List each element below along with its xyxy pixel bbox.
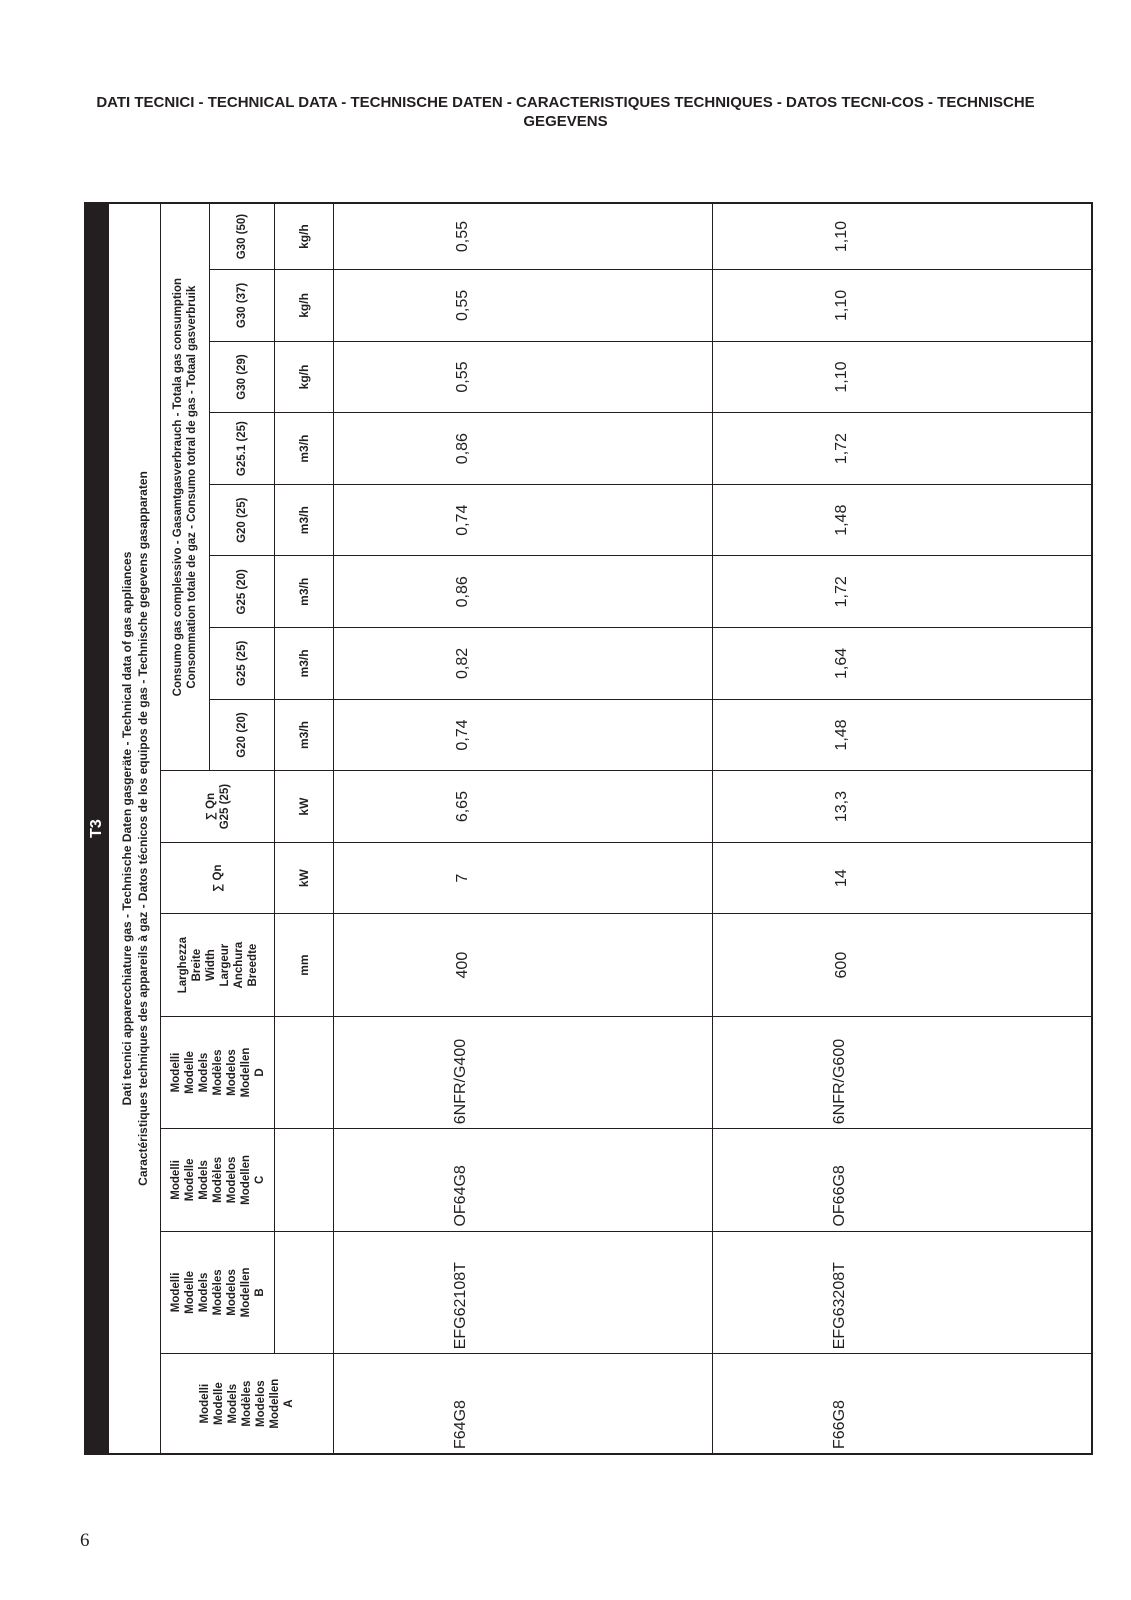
model-a-header: Modelli Modelle Models Modèles Modelos Modellen A bbox=[161, 1354, 334, 1454]
gas-type-header: G25 (25) bbox=[210, 628, 275, 700]
gas-type-header: G25 (20) bbox=[210, 556, 275, 628]
unit-blank bbox=[275, 1231, 334, 1354]
qn-g25-header: ∑ Qn G25 (25) bbox=[161, 771, 275, 843]
qn-g25-cell: 13,3 bbox=[713, 771, 1093, 843]
table-title-line-2: Caractéristiques techniques des appareils à gaz - Datos técnicos de los equipos de gas - Technische gegevens gasapparaten bbox=[135, 471, 150, 1186]
gas-cell: 1,72 bbox=[713, 556, 1093, 628]
gas-type-header: G20 (20) bbox=[210, 699, 275, 771]
table-row bbox=[713, 203, 1093, 1454]
table-title-row bbox=[109, 203, 161, 1454]
gas-cell: 0,74 bbox=[334, 484, 713, 556]
model-c-header: Modelli Modelle Models Modèles Modelos Modellen C bbox=[161, 1129, 275, 1231]
width-cell: 400 bbox=[334, 914, 713, 1016]
page-title: DATI TECNICI - TECHNICAL DATA - TECHNISCHE DATEN - CARACTERISTIQUES TECHNIQUES - DATOS TECNI-COS - TECHNISCHE GEGEVENS bbox=[96, 94, 1035, 130]
gas-cell: 0,55 bbox=[334, 270, 713, 342]
unit-gas: m3/h bbox=[275, 699, 334, 771]
model-c-cell: OF64G8 bbox=[334, 1129, 713, 1231]
page-number: 6 bbox=[80, 1530, 90, 1551]
unit-gas: m3/h bbox=[275, 628, 334, 700]
gas-type-header: G30 (37) bbox=[210, 270, 275, 342]
header-row-1 bbox=[161, 203, 210, 1454]
unit-gas: kg/h bbox=[275, 203, 334, 270]
gas-cell: 0,55 bbox=[334, 341, 713, 413]
unit-gas: m3/h bbox=[275, 484, 334, 556]
gas-cell: 1,48 bbox=[713, 484, 1093, 556]
unit-blank bbox=[275, 1129, 334, 1231]
gas-cell: 1,10 bbox=[713, 270, 1093, 342]
gas-type-header: G30 (29) bbox=[210, 341, 275, 413]
unit-gas: m3/h bbox=[275, 556, 334, 628]
unit-blank bbox=[275, 1016, 334, 1129]
model-b-header: Modelli Modelle Models Modèles Modelos Modellen B bbox=[161, 1231, 275, 1354]
unit-gas: kg/h bbox=[275, 341, 334, 413]
units-row bbox=[275, 203, 334, 1454]
gas-cell: 1,10 bbox=[713, 341, 1093, 413]
model-a-cell: F66G8 bbox=[713, 1354, 1093, 1454]
gas-cell: 1,72 bbox=[713, 413, 1093, 485]
unit-qn: kW bbox=[275, 842, 334, 914]
qn-cell: 14 bbox=[713, 842, 1093, 914]
gas-cell: 1,48 bbox=[713, 699, 1093, 771]
band-label: T3 bbox=[85, 203, 109, 1454]
gas-type-header: G25.1 (25) bbox=[210, 413, 275, 485]
model-b-cell: EFG63208T bbox=[713, 1231, 1093, 1354]
model-d-cell: 6NFR/G400 bbox=[334, 1016, 713, 1129]
gas-cell: 0,55 bbox=[334, 203, 713, 270]
unit-gas: m3/h bbox=[275, 413, 334, 485]
rotated-table-container bbox=[84, 202, 881, 1455]
model-d-cell: 6NFR/G600 bbox=[713, 1016, 1093, 1129]
qn-cell: 7 bbox=[334, 842, 713, 914]
unit-gas: kg/h bbox=[275, 270, 334, 342]
table-title bbox=[109, 203, 161, 1454]
width-header: Larghezza Breite Width Largeur Anchura Breedte bbox=[161, 914, 275, 1016]
technical-data-table bbox=[84, 202, 1093, 1455]
model-b-cell: EFG62108T bbox=[334, 1231, 713, 1354]
table-row bbox=[334, 203, 713, 1454]
gas-type-header: G30 (50) bbox=[210, 203, 275, 270]
gas-cell: 1,10 bbox=[713, 203, 1093, 270]
model-d-header: Modelli Modelle Models Modèles Modelos Modellen D bbox=[161, 1016, 275, 1129]
band-row bbox=[85, 203, 109, 1454]
gas-cell: 0,82 bbox=[334, 628, 713, 700]
unit-width: mm bbox=[275, 914, 334, 1016]
unit-qn-g25: kW bbox=[275, 771, 334, 843]
consumption-header: Consumo gas complessivo - Gasamtgasverbrauch - Totala gas consumption Consommation totale de gaz - Consumo totral de gas - Totaal gasverbruik bbox=[161, 203, 210, 771]
model-c-cell: OF66G8 bbox=[713, 1129, 1093, 1231]
qn-g25-cell: 6,65 bbox=[334, 771, 713, 843]
table-title-line-1: Dati tecnici apparecchiature gas - Technische Daten gasgeräte - Technical data of gas appliances bbox=[119, 551, 134, 1106]
qn-header: ∑ Qn bbox=[161, 842, 275, 914]
width-cell: 600 bbox=[713, 914, 1093, 1016]
gas-type-header: G20 (25) bbox=[210, 484, 275, 556]
gas-cell: 1,64 bbox=[713, 628, 1093, 700]
model-a-cell: F64G8 bbox=[334, 1354, 713, 1454]
gas-cell: 0,86 bbox=[334, 413, 713, 485]
gas-cell: 0,74 bbox=[334, 699, 713, 771]
gas-cell: 0,86 bbox=[334, 556, 713, 628]
